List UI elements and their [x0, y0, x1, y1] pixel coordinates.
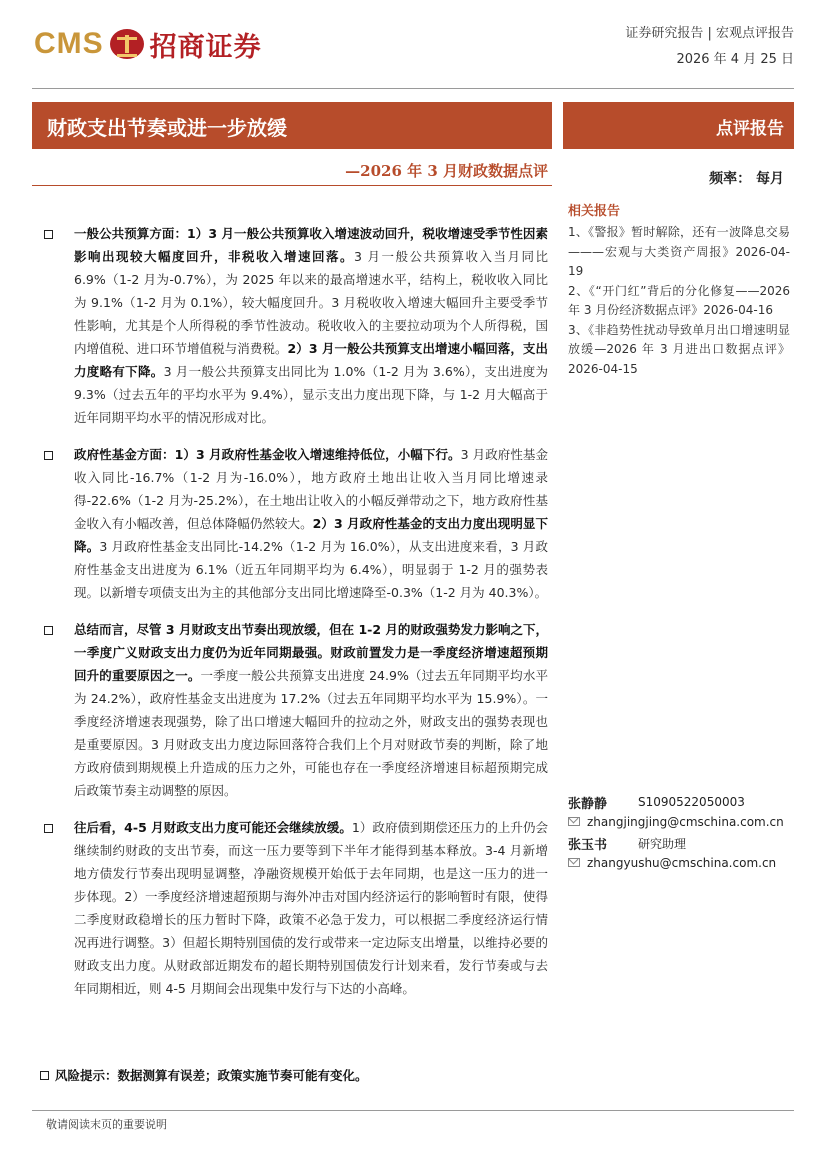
- analyst-row: [568, 833, 790, 853]
- bullet-general-budget: [40, 222, 548, 429]
- report-frequency: 频率： 每月: [709, 171, 784, 187]
- bullet-square-icon: [44, 824, 53, 833]
- subtitle-divider: [32, 185, 552, 186]
- company-logo: [34, 24, 262, 64]
- related-report-link[interactable]: 2、《“开门红”背后的分化修复——2026 年 3 月份经济数据点评》2026-04-16: [568, 283, 790, 317]
- bullet-summary: [40, 618, 548, 802]
- bullet-square-icon: [44, 230, 53, 239]
- report-title: 财政支出节奏或进一步放缓: [47, 116, 287, 140]
- logo-company-name: 招商证券: [149, 31, 262, 63]
- header-divider: [32, 88, 794, 89]
- bullet-heading: 一般公共预算方面：1）3 月一般公共预算收入增速波动回升，税收增速受季节性因素影响出现较大幅度回升，非税收入增速回落。: [74, 226, 548, 264]
- report-date: 2026 年 4 月 25 日: [676, 52, 794, 67]
- report-body: [40, 222, 548, 1014]
- bullet-text-2: 3 月一般公共预算支出同比为 1.0%（1-2 月为 3.6%），支出进度为 9.3%（过去五年的平均水平为 9.4%），显示支出力度出现下降，与 1-2 月大幅高于近年同期平均水平的情况形成对比。: [74, 364, 548, 425]
- related-report-link[interactable]: 3、《非趋势性扰动导致单月出口增速明显放缓—2026 年 3 月进出口数据点评》2026-04-15: [568, 322, 790, 376]
- bullet-text: 3 月一般公共预算收入当月同比 6.9%（1-2 月为-0.7%），为 2025 年以来的最高增速水平，结构上，税收收入同比为 9.1%（1-2 月为 0.1%），较大幅度回升。3 月税收收入增速大幅回升主要受季节性影响，尤其是个人所得税的季节性波动。税收收入的主要拉动项为个人所得税，国内增值税、进口环节增值税与消费税。: [74, 249, 548, 356]
- bullet-square-icon: [40, 1071, 49, 1080]
- bullet-square-icon: [44, 626, 53, 635]
- report-subtitle: —2026 年 3 月财政数据点评: [345, 162, 548, 180]
- risk-text: 风险提示：数据测算有误差；政策实施节奏可能有变化。: [55, 1068, 368, 1083]
- analyst-certificate: S1090522050003: [638, 795, 745, 809]
- bullet-heading: 政府性基金方面：1）3 月政府性基金收入增速维持低位，小幅下行。: [74, 447, 461, 462]
- bullet-government-fund: [40, 443, 548, 604]
- related-report-link[interactable]: 1、《警报》暂时解除，还有一波降息交易———宏观与大类资产周报》2026-04-19: [568, 225, 790, 278]
- report-type: 证券研究报告 | 宏观点评报告: [625, 26, 794, 41]
- bullet-text: 1）政府债到期偿还压力的上升仍会继续制约财政的支出节奏，而这一压力要等到下半年才能得到基本释放。3-4 月新增地方债发行节奏出现明显调整，净融资规模开始低于去年同期，也是这一压力的进一步体现。2）一季度经济增速超预期与海外冲击对国内经济运行的影响暂时有限，使得二季度财政稳增长的压力暂时下降，政策不必急于发力，可以根据二季度经济运行情况再进行调整。3）但超长期特别国债的发行或带来一定边际支出增量，以维持必要的财政支出力度。从财政部近期发布的超长期特别国债发行计划来看，发行节奏或与去年同期相近，则 4-5 月期间会出现集中发行与下达的小高峰。: [74, 820, 548, 996]
- bullet-text: 一季度一般公共预算支出进度 24.9%（过去五年同期平均水平为 24.2%），政府性基金支出进度为 17.2%（过去五年同期平均水平为 15.9%）。一季度经济增速表现强势，除了出口增速大幅回升的拉动之外，财政支出的强势表现也是重要原因。3 月财政支出力度边际回落符合我们上个月对财政节奏的判断，除了地方政府债到期规模上升造成的压力之外，可能也存在一季度经济增速目标超预期完成后政策节奏主动调整的原因。: [74, 668, 548, 798]
- analyst-email[interactable]: zhangyushu@cmschina.com.cn: [587, 855, 777, 870]
- analyst-name: 张玉书: [568, 837, 608, 853]
- bullet-outlook: [40, 816, 548, 1000]
- bullet-heading-2: 2）3 月一般公共预算支出增速小幅回落，支出力度略有下降。: [74, 341, 548, 379]
- analyst-name: 张静静: [568, 796, 608, 812]
- risk-warning: [40, 1066, 368, 1084]
- mail-icon: [568, 858, 580, 867]
- bullet-heading: 总结而言，尽管 3 月财政支出节奏出现放缓，但在 1-2 月的财政强势发力影响之下，一季度广义财政支出力度仍为近年同期最强。财政前置发力是一季度经济增速超预期回升的重要原因之一。: [74, 622, 548, 683]
- bullet-text: 3 月政府性基金收入同比-16.7%（1-2 月为-16.0%），地方政府土地出让收入当月同比增速录得-22.6%（1-2 月为-25.2%），在土地出让收入的小幅反弹带动之下，地方政府性基金收入有小幅改善，但总体降幅仍然较大。: [74, 447, 548, 531]
- analyst-role: 研究助理: [638, 836, 687, 851]
- report-category: 点评报告: [716, 119, 784, 139]
- bullet-heading: 往后看，4-5 月财政支出力度可能还会继续放缓。: [74, 820, 352, 835]
- footer-divider: [32, 1110, 794, 1111]
- analyst-email-row: [568, 812, 790, 831]
- related-reports: [568, 200, 790, 379]
- analyst-row: [568, 792, 790, 812]
- bullet-text-2: 3 月政府性基金支出同比-14.2%（1-2 月为 16.0%），从支出进度来看，3 月政府性基金支出进度为 6.1%（近五年同期平均为 6.4%），明显弱于 1-2 月的强势表现。以新增专项债支出为主的其他部分支出同比增速降至-0.3%（1-2 月为 40.3%）。: [74, 539, 548, 600]
- analyst-info: [568, 792, 790, 872]
- analyst-email[interactable]: zhangjingjing@cmschina.com.cn: [587, 814, 784, 829]
- logo-cms-text: CMS: [34, 27, 104, 60]
- footer-note: 敬请阅读末页的重要说明: [46, 1118, 167, 1131]
- bullet-square-icon: [44, 451, 53, 460]
- mail-icon: [568, 817, 580, 826]
- related-reports-heading: 相关报告: [568, 204, 621, 219]
- bullet-heading-2: 2）3 月政府性基金的支出力度出现明显下降。: [74, 516, 548, 554]
- logo-emblem-icon: [110, 29, 144, 59]
- analyst-email-row: [568, 853, 790, 872]
